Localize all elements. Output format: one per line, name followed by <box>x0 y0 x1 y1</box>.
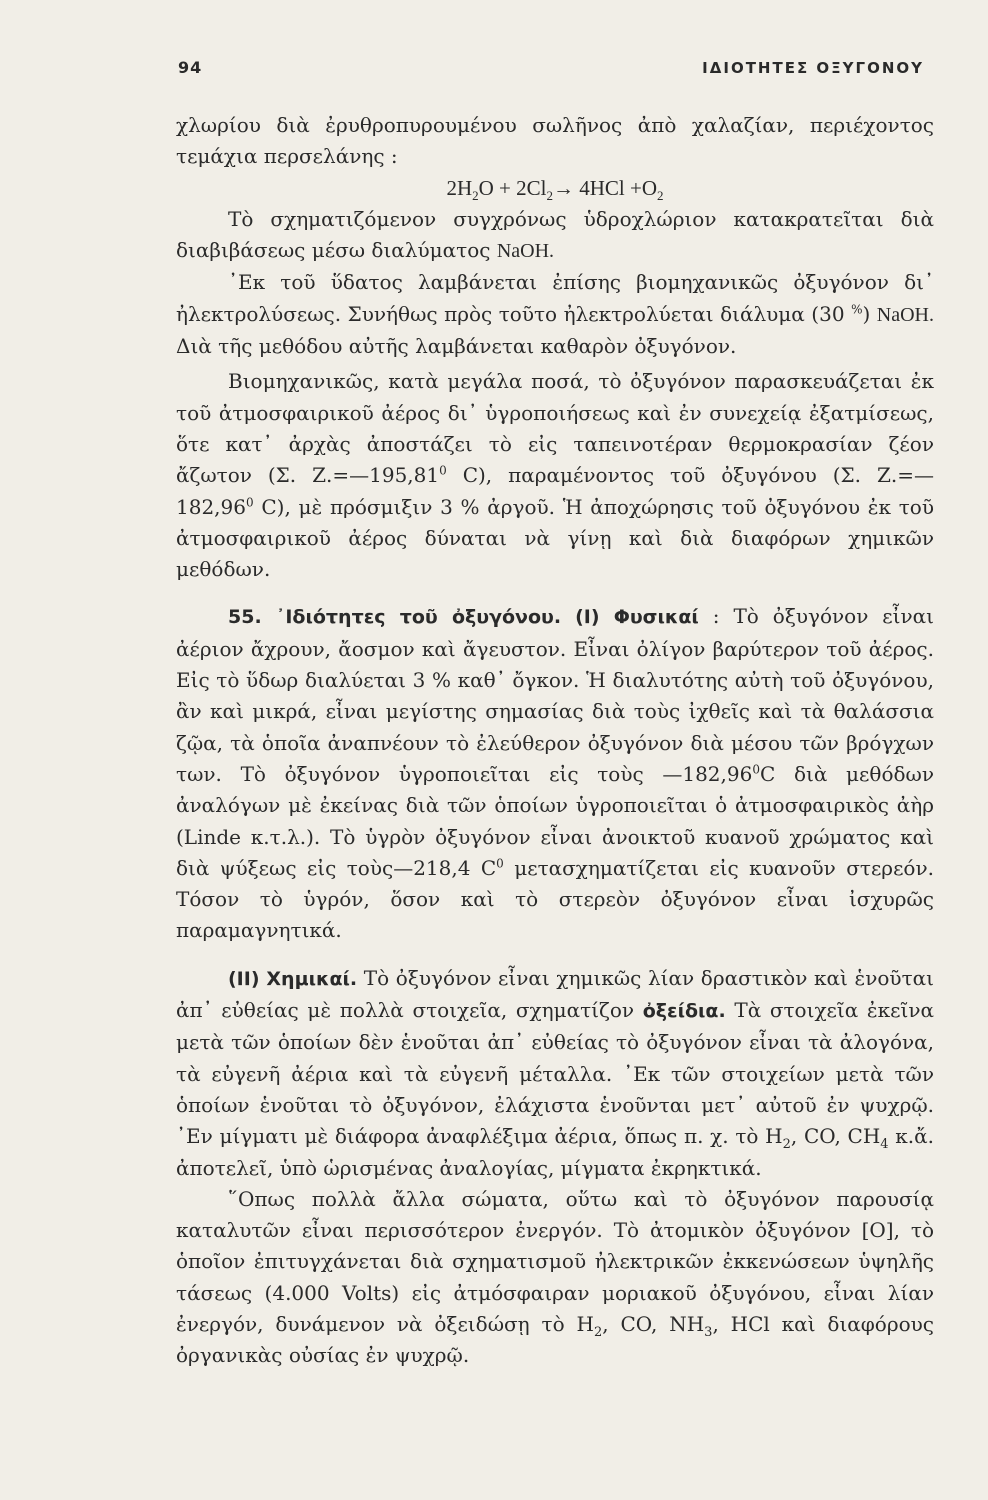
subsection-heading: (Ι) Φυσικαί <box>575 606 699 629</box>
section-55: 55. ᾽Ιδιότητες τοῦ ὀξυγόνου. (Ι) Φυσικαί : Τὸ ὀξυγόνον εἶναι ἀέριον ἄχρουν, ἄοσμον καὶ ἄγευστον. Εἶναι ὀλίγον βαρύτερον τοῦ ἀέρος. Εἰς τὸ ὕδωρ διαλύεται 3 % καθ᾽ ὄγκον. Ἡ διαλυτότης αὐτὴ τοῦ ὀξυγόνου, ἂν καὶ μικρά, εἶναι μεγίστης σημασίας διὰ τοὺς ἰχθεῖς καὶ τὰ θαλάσσια ζῷα, τὰ ὁποῖα ἀναπνέουν τὸ ἐλεύθερον ὀξυγόνον διὰ μέσου τῶν βρόγχων των. Τὸ ὀξυγόνον ὑγροποιεῖται εἰς τοὺς —182,96$^0$C διὰ μεθόδων ἀναλόγων μὲ ἐκείνας διὰ τῶν ὁποίων ὑγροποιεῖται ὁ ἀτμοσφαιρικὸς ἀὴρ (Linde κ.τ.λ.). Τὸ ὑγρὸν ὀξυγόνον εἶναι ἀνοικτοῦ κυανοῦ χρώματος καὶ διὰ ψύξεως εἰς τοὺς—218,4 $C^0$ μετασχηματίζεται εἰς κυανοῦν στερεόν. Τόσον τὸ ὑγρόν, ὅσον καὶ τὸ στερεὸν ὀξυγόνον εἶναι ἰσχυρῶς παραμαγνητικά. <box>176 604 935 943</box>
paragraph: Τὸ σχηματιζόμενον συγχρόνως ὑδροχλώριον κατακρατεῖται διὰ διαβιβάσεως μέσω διαλύματος NaOH. <box>176 206 934 263</box>
subsection-heading: (ΙΙ) Χημικαί. <box>228 967 358 990</box>
chemical-equation: $2H_2O + 2Cl_2\to 4HCl +O_2$ <box>446 175 664 203</box>
paragraph: χλωρίου διὰ ἐρυθροπυρουμένου σωλῆνος ἀπὸ χαλαζίαν, περιέχοντος τεμάχια περσελάνης : <box>176 113 934 169</box>
paragraph: ῞Οπως πολλὰ ἄλλα σώματα, οὕτω καὶ τὸ ὀξυγόνον παρουσίᾳ καταλυτῶν εἶναι περισσότερον ἐνεργόν. Τὸ ἀτομικὸν ὀξυγόνον [O], τὸ ὁποῖον ἐπιτυγχάνεται διὰ σχηματισμοῦ ἠλεκτρικῶν ἐκκενώσεων ὑψηλῆς τάσεως (4.000 Volts) εἰς ἀτμόσφαιραν μοριακοῦ ὀξυγόνου, εἶναι λίαν ἐνεργόν, δυνάμενον νὰ ὀξειδώσῃ τὸ $H_2$, CO, $NH_3$, HCl καὶ διαφόρους ὀργανικὰς οὐσίας ἐν ψυχρῷ. <box>176 1186 934 1368</box>
page-header <box>178 58 924 77</box>
paragraph: (ΙΙ) Χημικαί. Τὸ ὀξυγόνον εἶναι χημικῶς λίαν δραστικὸν καὶ ἑνοῦται ἀπ᾽ εὐθείας μὲ πολλὰ στοιχεῖα, σχηματίζον ὀξείδια. Τὰ στοιχεῖα ἐκεῖνα μετὰ τῶν ὁποίων δὲν ἑνοῦται ἀπ᾽ εὐθείας τὸ ὀξυγόνον εἶναι τὰ ἀλογόνα, τὰ εὐγενῆ ἀέρια καὶ τὰ εὐγενῆ μέταλλα. ᾽Εκ τῶν στοιχείων μετὰ τῶν ὁποίων ἑνοῦται τὸ ὀξυγόνον, ἐλάχιστα ἑνοῦνται μετ᾽ αὐτοῦ ἐν ψυχρῷ. ᾽Εν μίγματι μὲ διάφορα ἀναφλέξιμα ἀέρια, ὅπως π. χ. τὸ $H_2$, CO, $CH_4$ κ.ἄ. ἀποτελεῖ, ὑπὸ ὡρισμένας ἀναλογίας, μίγματα ἐκρηκτικά. <box>176 965 935 1180</box>
section-heading: 55. ᾽Ιδιότητες τοῦ ὀξυγόνου. <box>228 606 562 629</box>
running-head: ΙΔΙΟΤΗΤΕΣ ΟΞΥΓΟΝΟΥ <box>702 59 924 77</box>
paragraph: Βιομηχανικῶς, κατὰ μεγάλα ποσά, τὸ ὀξυγόνον παρασκευάζεται ἐκ τοῦ ἀτμοσφαιρικοῦ ἀέρος δι᾽ ὑγροποιήσεως καὶ ἐν συνεχείᾳ ἐξατμίσεως, ὅτε κατ᾽ ἀρχὰς ἀποστάζει τὸ εἰς ταπεινοτέραν θερμοκρασίαν ζέον ἄζωτον (Σ. $Z.=—195,81^0$ C), παραμένοντος τοῦ ὀξυγόνου (Σ. $Z.=—182,96^0$ C), μὲ πρόσμιξιν 3 % ἀργοῦ. Ἡ ἀποχώρησις τοῦ ὀξυγόνου ἐκ τοῦ ἀτμοσφαιρικοῦ ἀέρος δύναται νὰ γίνῃ καὶ διὰ διαφόρων χημικῶν μεθόδων. <box>176 369 934 582</box>
paragraph: ᾽Εκ τοῦ ὕδατος λαμβάνεται ἐπίσης βιομηχανικῶς ὀξυγόνον δι᾽ ἠλεκτρολύσεως. Συνήθως πρὸς τοῦτο ἠλεκτρολύεται διάλυμα (30 %) NaOH. Διὰ τῆς μεθόδου αὐτῆς λαμβάνεται καθαρὸν ὀξυγόνον. <box>176 270 934 359</box>
page-body <box>176 110 934 1372</box>
page-number: 94 <box>178 58 203 77</box>
